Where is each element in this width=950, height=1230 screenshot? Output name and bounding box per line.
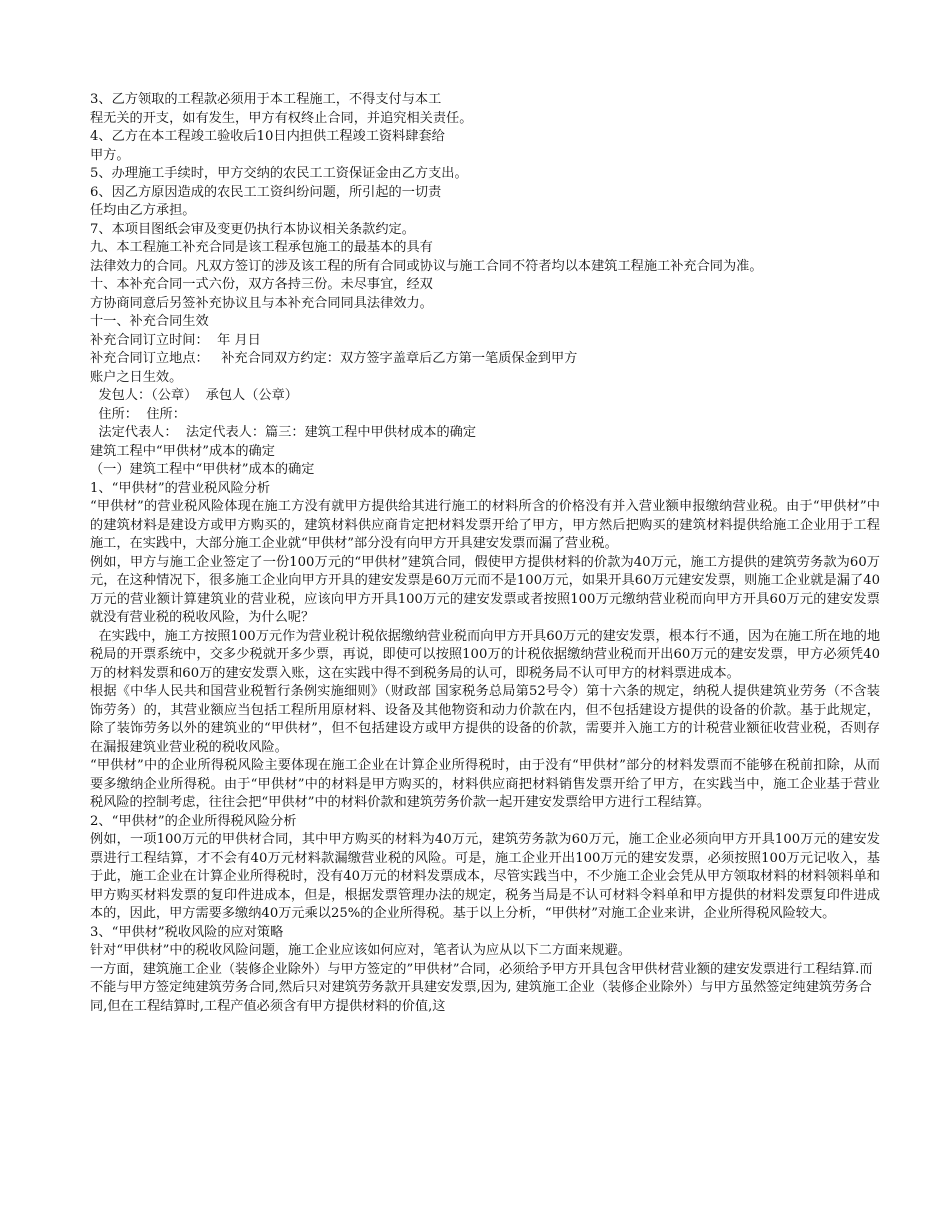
signature-line: 法定代表人： 法定代表人：篇三：建筑工程中甲供材成本的确定 <box>90 425 477 440</box>
document-page <box>90 91 880 1016</box>
subsection-heading: （一）建筑工程中“甲供材”成本的确定 <box>90 462 315 477</box>
text-line: 5、办理施工手续时，甲方交纳的农民工工资保证金由乙方支出。 <box>90 166 468 181</box>
paragraph: “甲供材”的营业税风险体现在施工方没有就甲方提供给其进行施工的材料所含的价格没有并入营业额申报缴纳营业税。由于“甲供材”中的建筑材料是建设方或甲方购买的，建筑材料供应商肯定把材料发票开给了甲方，甲方然后把购买的建筑材料提供给施工企业用于工程施工，在实践中，大部分施工企业就“甲供材”部分没有向甲方开具建安发票而漏了营业税。 <box>90 499 880 551</box>
text-line: 方协商同意后另签补充协议且与本补充合同同具法律效力。 <box>90 295 433 311</box>
text-line: 程无关的开支，如有发生，甲方有权终止合同，并追究相关责任。 <box>90 110 473 126</box>
paragraph: 针对“甲供材”中的税收风险问题，施工企业应该如何应对，笔者认为应从以下二方面来规避。 <box>90 943 631 958</box>
signature-line: 住所： 住所： <box>90 406 186 422</box>
text-line: 7、本项目图纸会审及变更仍执行本协议相关条款约定。 <box>90 221 415 237</box>
text-line: 6、因乙方原因造成的农民工工资纠纷问题，所引起的一切责 <box>90 184 442 200</box>
text-line: 3、乙方领取的工程款必须用于本工程施工，不得支付与本工 <box>90 92 442 107</box>
paragraph: 例如，甲方与施工企业签定了一份100万元的“甲供材”建筑合同，假使甲方提供材料的价款为40万元，施工方提供的建筑劳务款为60万元，在这种情况下，很多施工企业向甲方开具的建安发票是60万元而不是100万元，如果开具60万元建安发票，则施工企业就是漏了40万元的营业额计算建筑业的营业税，应该向甲方开具100万元的建安发票或者按照100万元缴纳营业税而向甲方开具60万元的建安发票就没有营业税的税收风险，为什么呢？ <box>90 554 880 625</box>
paragraph: 在实践中，施工方按照100万元作为营业税计税依据缴纳营业税而向甲方开具60万元的建安发票，根本行不通，因为在施工所在地的地税局的开票系统中，交多少税就开多少票，再说，即使可以按照100万的计税依据缴纳营业税而开出60万元的建安发票，甲方必须凭40万的材料发票和60万的建安发票入账，这在实践中得不到税务局的认可，即税务局不认可甲方的材料票进成本。 <box>90 628 881 681</box>
paragraph: 一方面，建筑施工企业（装修企业除外）与甲方签定的”甲供材”合同，必须给予甲方开具包含甲供材营业额的建安发票进行工程结算.而不能与甲方签定纯建筑劳务合同,然后只对建筑劳务款开具建安发票,因为, 建筑施工企业（装修企业除外）与甲方虽然签定纯建筑劳务合同,但在工程结算时,工程产值必须含有甲方提供材料的价值,这 <box>90 961 873 1014</box>
paragraph: 例如，一项100万元的甲供材合同，其中甲方购买的材料为40万元，建筑劳务款为60万元，施工企业必须向甲方开具100万元的建安发票进行工程结算，才不会有40万元材料款漏缴营业税的风险。可是，施工企业开出100万元的建安发票，必须按照100万元记收入，基于此，施工企业在计算企业所得税时，没有40万元的材料发票成本，尽管实践当中，不少施工企业会凭从甲方领取材料的材料领料单和甲方购买材料发票的复印件进成本，但是，根据发票管理办法的规定，税务当局是不认可材料令料单和甲方提供的材料发票复印件进成本的，因此，甲方需要多缴纳40万元乘以25%的企业所得税。基于以上分析，“甲供材”对施工企业来讲，企业所得税风险较大。 <box>90 832 880 921</box>
paragraph: “甲供材”中的企业所得税风险主要体现在施工企业在计算企业所得税时，由于没有“甲供材”部分的材料发票而不能够在税前扣除，从而要多缴纳企业所得税。由于“甲供材”中的材料是甲方购买的，材料供应商把材料销售发票开给了甲方，在实践当中，施工企业基于营业税风险的控制考虑，往往会把“甲供材”中的材料价款和建筑劳务价款一起开建安发票给甲方进行工程结算。 <box>90 758 880 810</box>
section-heading: 十一、补充合同生效 <box>90 314 209 329</box>
paragraph: 法律效力的合同。凡双方签订的涉及该工程的所有合同或协议与施工合同不符者均以本建筑工程施工补充合同为准。 <box>90 258 763 274</box>
text-line: 任均由乙方承担。 <box>90 203 196 218</box>
text-line: 4、乙方在本工程竣工验收后10日内担供工程竣工资料肆套给 <box>90 129 445 144</box>
signature-line: 发包人：（公章） 承包人（公章） <box>90 388 298 403</box>
subsection-heading: 1、“甲供材”的营业税风险分析 <box>90 480 271 496</box>
article-title: 建筑工程中“甲供材”成本的确定 <box>90 443 275 459</box>
text-line: 甲方。 <box>90 147 130 163</box>
text-line: 补充合同订立地点： 补充合同双方约定：双方签字盖章后乙方第一笔质保金到甲方 <box>90 351 578 366</box>
paragraph: 根据《中华人民共和国营业税暂行条例实施细则》（财政部 国家税务总局第52号令）第十六条的规定，纳税人提供建筑业劳务（不含装饰劳务）的，其营业额应当包括工程所用原材料、设备及其他物资和动力价款在内，但不包括建设方提供的设备的价款。基于此规定，除了装饰劳务以外的建筑业的“甲供材”，但不包括建设方或甲方提供的设备的价款，需要并入施工方的计税营业额征收营业税，否则存在漏报建筑业营业税的税收风险。 <box>90 684 880 755</box>
subsection-heading: 2、“甲供材”的企业所得税风险分析 <box>90 813 297 829</box>
text-line: 补充合同订立时间： 年 月日 <box>90 332 261 348</box>
section-heading: 十、本补充合同一式六份，双方各持三份。未尽事宜，经双 <box>90 277 433 292</box>
section-heading: 九、本工程施工补充合同是该工程承包施工的最基本的具有 <box>90 240 433 255</box>
text-line: 账户之日生效。 <box>90 369 183 385</box>
subsection-heading: 3、“甲供材”税收风险的应对策略 <box>90 924 284 940</box>
